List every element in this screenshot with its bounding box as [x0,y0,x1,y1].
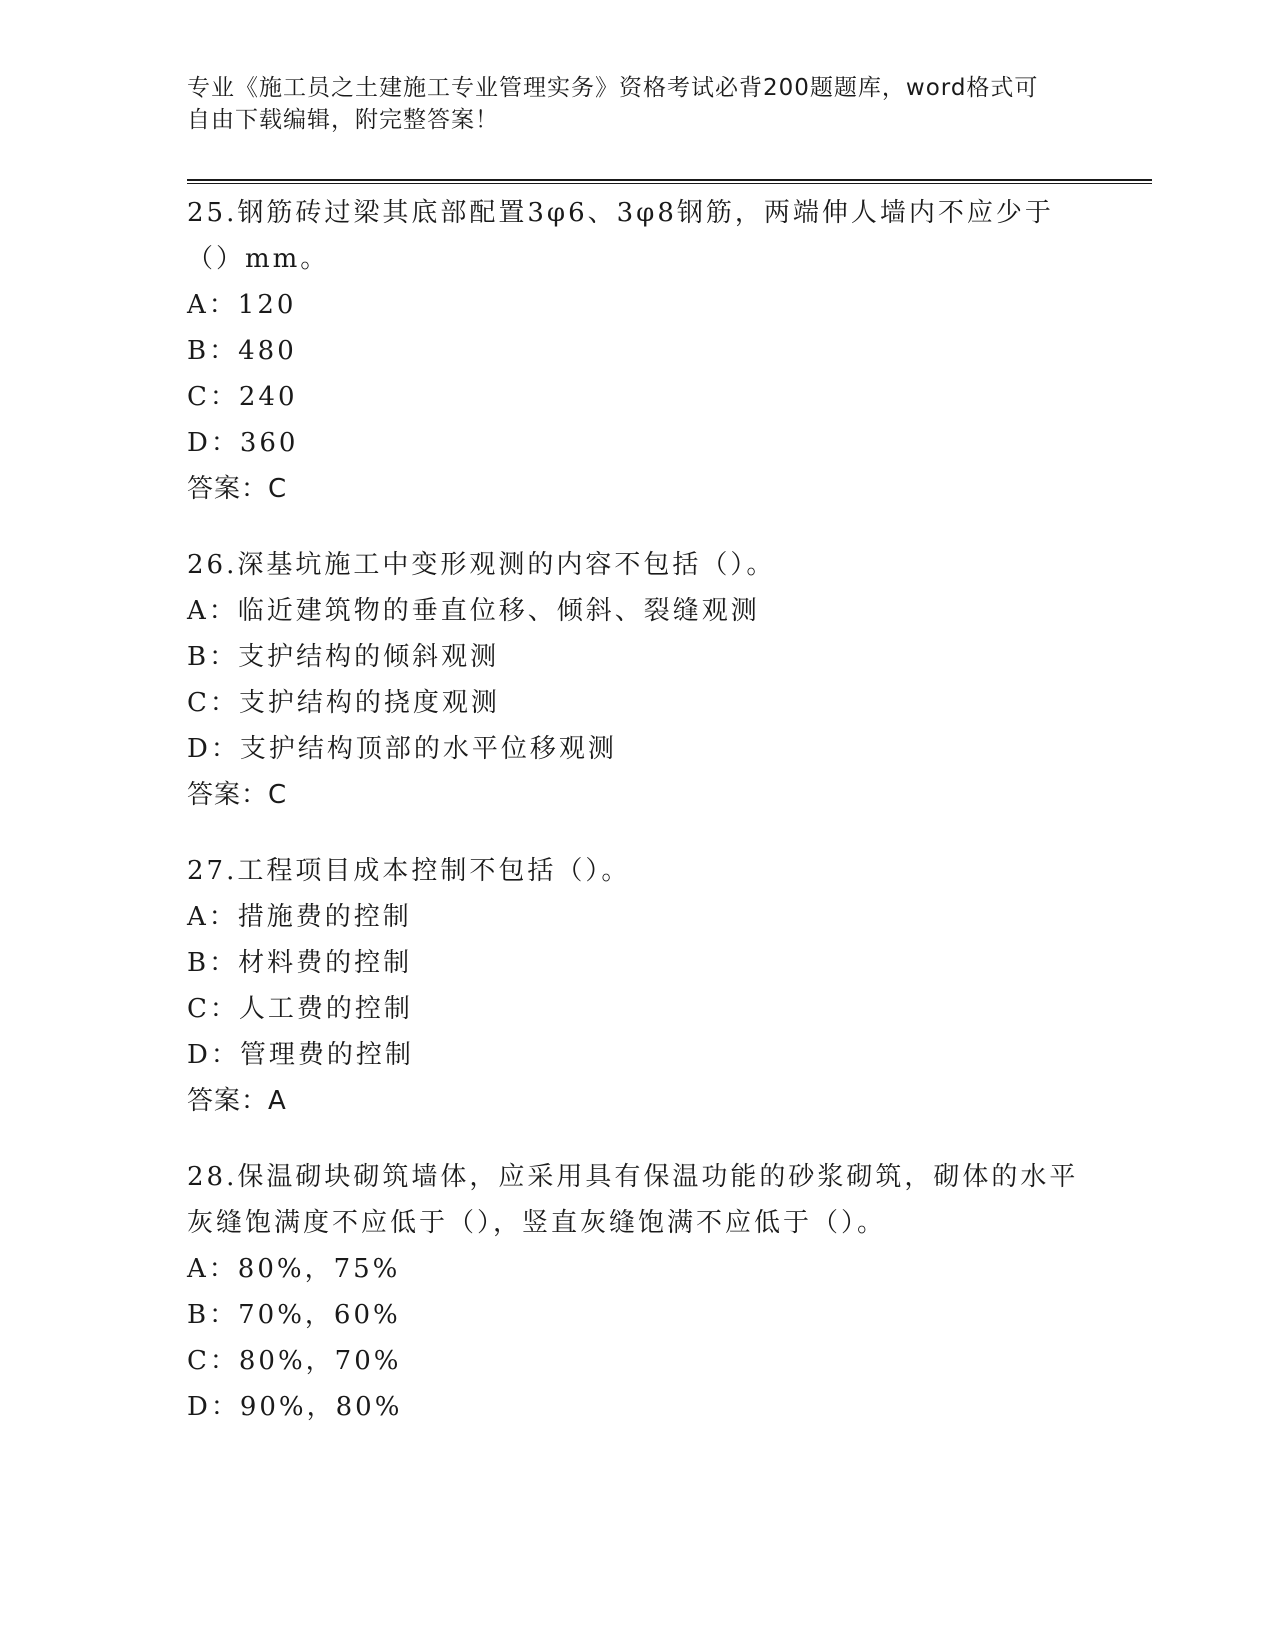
header-divider-thin [187,183,1152,184]
option-d: D：360 [187,428,299,458]
question-stem: 灰缝饱满度不应低于（），竖直灰缝饱满不应低于（）。 [187,1208,887,1238]
question-25 [187,190,1087,512]
option-c: C：80%，70% [187,1346,402,1376]
answer: 答案：A [187,1086,287,1116]
option-a: A：措施费的控制 [187,902,412,932]
answer: 答案：C [187,780,288,810]
question-26 [187,542,1087,818]
option-a: A：临近建筑物的垂直位移、倾斜、裂缝观测 [187,596,760,626]
question-stem: 27.工程项目成本控制不包括（）。 [187,856,631,886]
document-header [187,72,1087,136]
option-c: C：支护结构的挠度观测 [187,688,500,718]
option-c: C：240 [187,382,298,412]
question-stem: 26.深基坑施工中变形观测的内容不包括（）。 [187,550,776,580]
option-b: B：材料费的控制 [187,948,413,978]
option-d: D：管理费的控制 [187,1040,414,1070]
question-27 [187,848,1087,1124]
option-d: D：支护结构顶部的水平位移观测 [187,734,617,764]
question-stem: （）mm。 [187,244,330,274]
option-a: A：120 [187,290,297,320]
header-divider-thick [187,179,1152,181]
header-line-2: 自由下载编辑，附完整答案！ [187,107,499,133]
header-line-1: 专业《施工员之土建施工专业管理实务》资格考试必背200题题库，word格式可 [187,75,1039,101]
answer: 答案：C [187,474,288,504]
question-stem: 28.保温砌块砌筑墙体，应采用具有保温功能的砂浆砌筑，砌体的水平 [187,1162,1079,1192]
question-stem: 25.钢筋砖过梁其底部配置3φ6、3φ8钢筋，两端伸人墙内不应少于 [187,198,1054,228]
question-list [187,190,1087,1460]
question-28 [187,1154,1087,1430]
option-a: A：80%，75% [187,1254,401,1284]
option-b: B：70%，60% [187,1300,401,1330]
option-b: B：支护结构的倾斜观测 [187,642,500,672]
option-d: D：90%，80% [187,1392,403,1422]
option-c: C：人工费的控制 [187,994,413,1024]
option-b: B：480 [187,336,297,366]
